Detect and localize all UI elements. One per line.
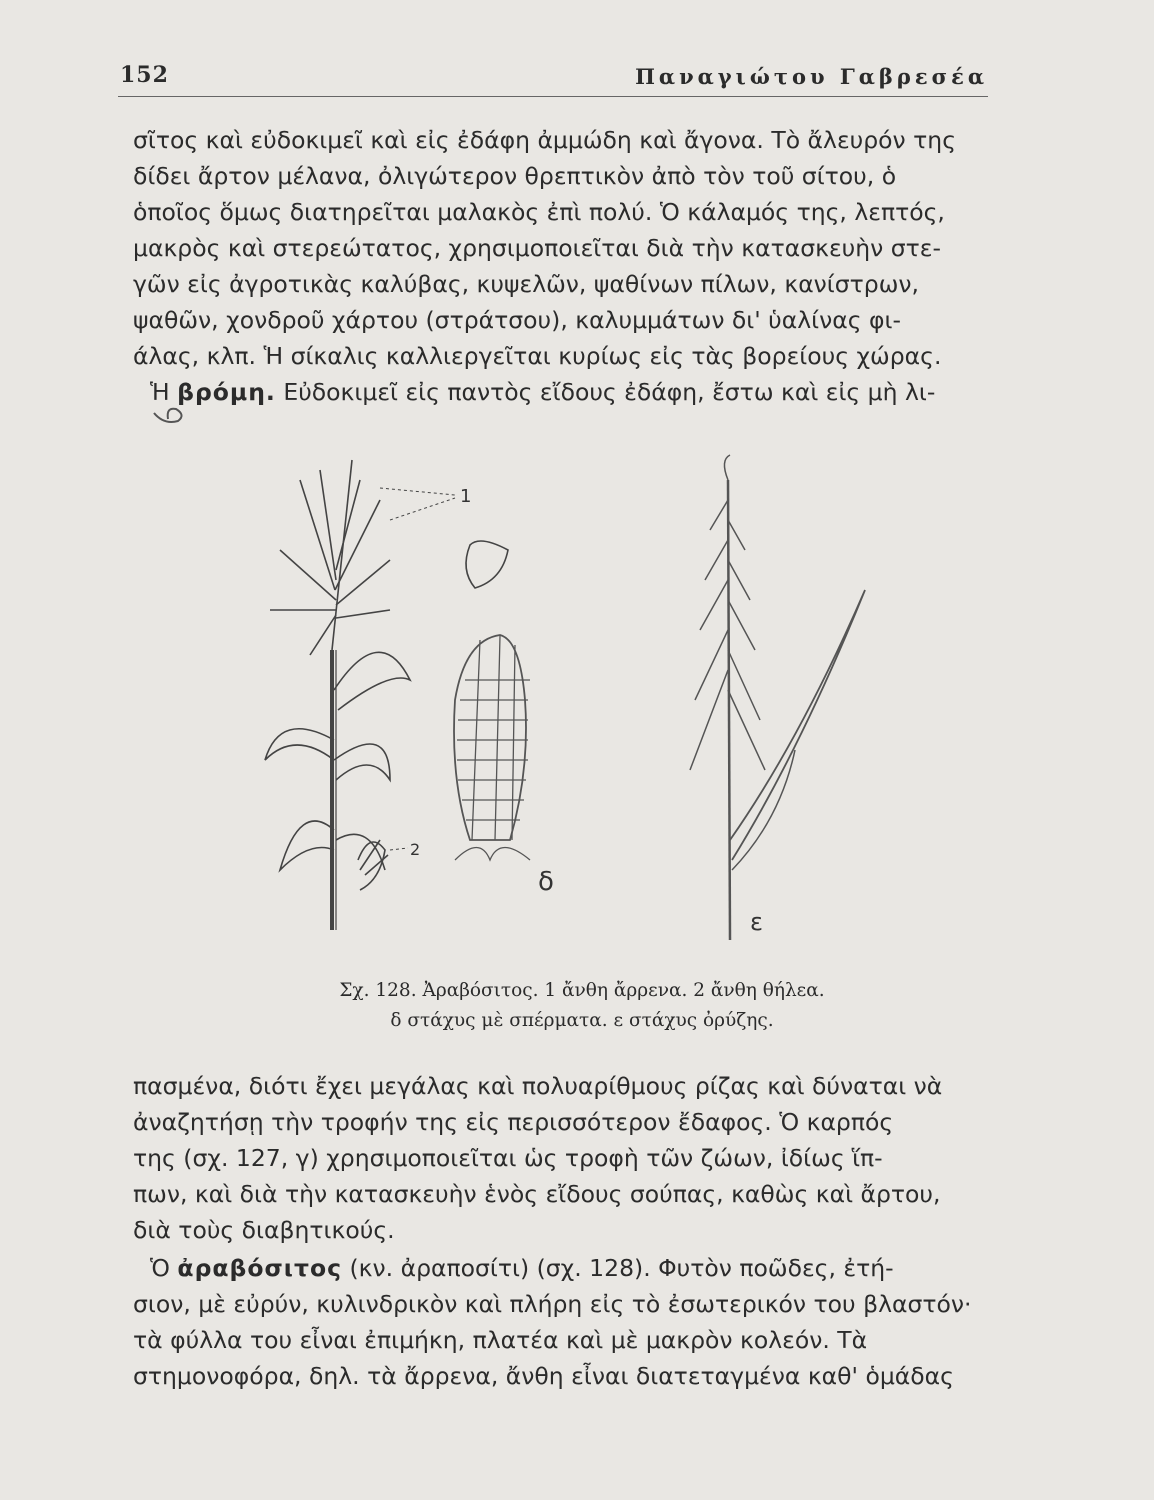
text-line: σιον, μὲ εὐρύν, κυλινδρικὸν καὶ πλήρη εἰς τὸ ἐσωτερικόν του βλαστόν· (133, 1290, 972, 1318)
corn-ear (454, 635, 530, 860)
text-line: στημονοφόρα, δηλ. τὰ ἄρρενα, ἄνθη εἶναι διατεταγμένα καθ' ὁμάδας (133, 1362, 954, 1390)
header-rule (118, 96, 988, 97)
text-line: γῶν εἰς ἀγροτικὰς καλύβας, κυψελῶν, ψαθίνων πίλων, κανίστρων, (133, 270, 919, 298)
running-head: Παναγιώτου Γαβρεσέα (635, 64, 988, 89)
figure-illustration (240, 440, 880, 960)
aravositos-text: (κν. ἀραποσίτι) (σχ. 128). Φυτὸν ποῶδες, ἐτή- (349, 1254, 894, 1282)
figure-label-1: 1 (460, 486, 472, 507)
text-line: τὰ φύλλα του εἶναι ἐπιμήκη, πλατέα καὶ μὲ μακρὸν κολεόν. Τὰ (133, 1326, 868, 1354)
text-line: δίδει ἄρτον μέλανα, ὀλιγώτερον θρεπτικὸν ἀπὸ τὸν τοῦ σίτου, ὁ (133, 162, 897, 190)
aravositos-term: ἀραβόσιτος (177, 1254, 343, 1282)
text-line: ὁποῖος ὅμως διατηρεῖται μαλακὸς ἐπὶ πολύ. Ὁ κάλαμός της, λεπτός, (133, 198, 945, 226)
aravositos-paragraph (150, 1252, 988, 1284)
text-line: μακρὸς καὶ στερεώτατος, χρησιμοποιεῖται διὰ τὴν κατασκευὴν στε- (133, 234, 941, 262)
figure-label-epsilon: ε (750, 908, 763, 936)
rice-plant (690, 455, 865, 940)
corn-kernel (466, 541, 508, 588)
vromi-paragraph (150, 376, 988, 408)
figure-label-2: 2 (410, 840, 421, 859)
vromi-term: βρόμη. (177, 378, 276, 406)
text-line: της (σχ. 127, γ) χρησιμοποιεῖται ὡς τροφὴ τῶν ζώων, ἰδίως ἵπ- (133, 1144, 883, 1172)
figure-label-delta: δ (538, 867, 554, 897)
text-line: διὰ τοὺς διαβητικούς. (133, 1216, 395, 1244)
handwritten-mark-icon (150, 403, 190, 433)
figure-caption-line2: δ στάχυς μὲ σπέρματα. ε στάχυς ὀρύζης. (390, 1010, 774, 1031)
text-line: σῖτος καὶ εὐδοκιμεῖ καὶ εἰς ἐδάφη ἀμμώδη καὶ ἄγονα. Τὸ ἄλευρόν της (133, 126, 956, 154)
aravositos-article: Ὁ (150, 1254, 170, 1282)
vromi-article: Ἡ (150, 378, 170, 406)
text-line: ψαθῶν, χονδροῦ χάρτου (στράτσου), καλυμμάτων δι' ὑαλίνας φι- (133, 306, 901, 334)
page-header (118, 60, 988, 98)
page-number: 152 (120, 62, 169, 88)
text-line: άλας, κλπ. Ἡ σίκαλις καλλιεργεῖται κυρίως εἰς τὰς βορείους χώρας. (133, 342, 942, 370)
text-line: πασμένα, διότι ἔχει μεγάλας καὶ πολυαρίθμους ρίζας καὶ δύναται νὰ (133, 1072, 943, 1100)
text-line: ἀναζητήσῃ τὴν τροφήν της εἰς περισσότερον ἔδαφος. Ὁ καρπός (133, 1108, 894, 1136)
figure-caption-line1: Σχ. 128. Ἀραβόσιτος. 1 ἄνθη ἄρρενα. 2 ἄνθη θήλεα. (339, 980, 825, 1001)
vromi-text: Εὐδοκιμεῖ εἰς παντὸς εἴδους ἐδάφη, ἔστω καὶ εἰς μὴ λι- (283, 378, 936, 406)
corn-plant (265, 460, 410, 930)
text-line: πων, καὶ διὰ τὴν κατασκευὴν ἑνὸς εἴδους σούπας, καθὼς καὶ ἄρτου, (133, 1180, 941, 1208)
